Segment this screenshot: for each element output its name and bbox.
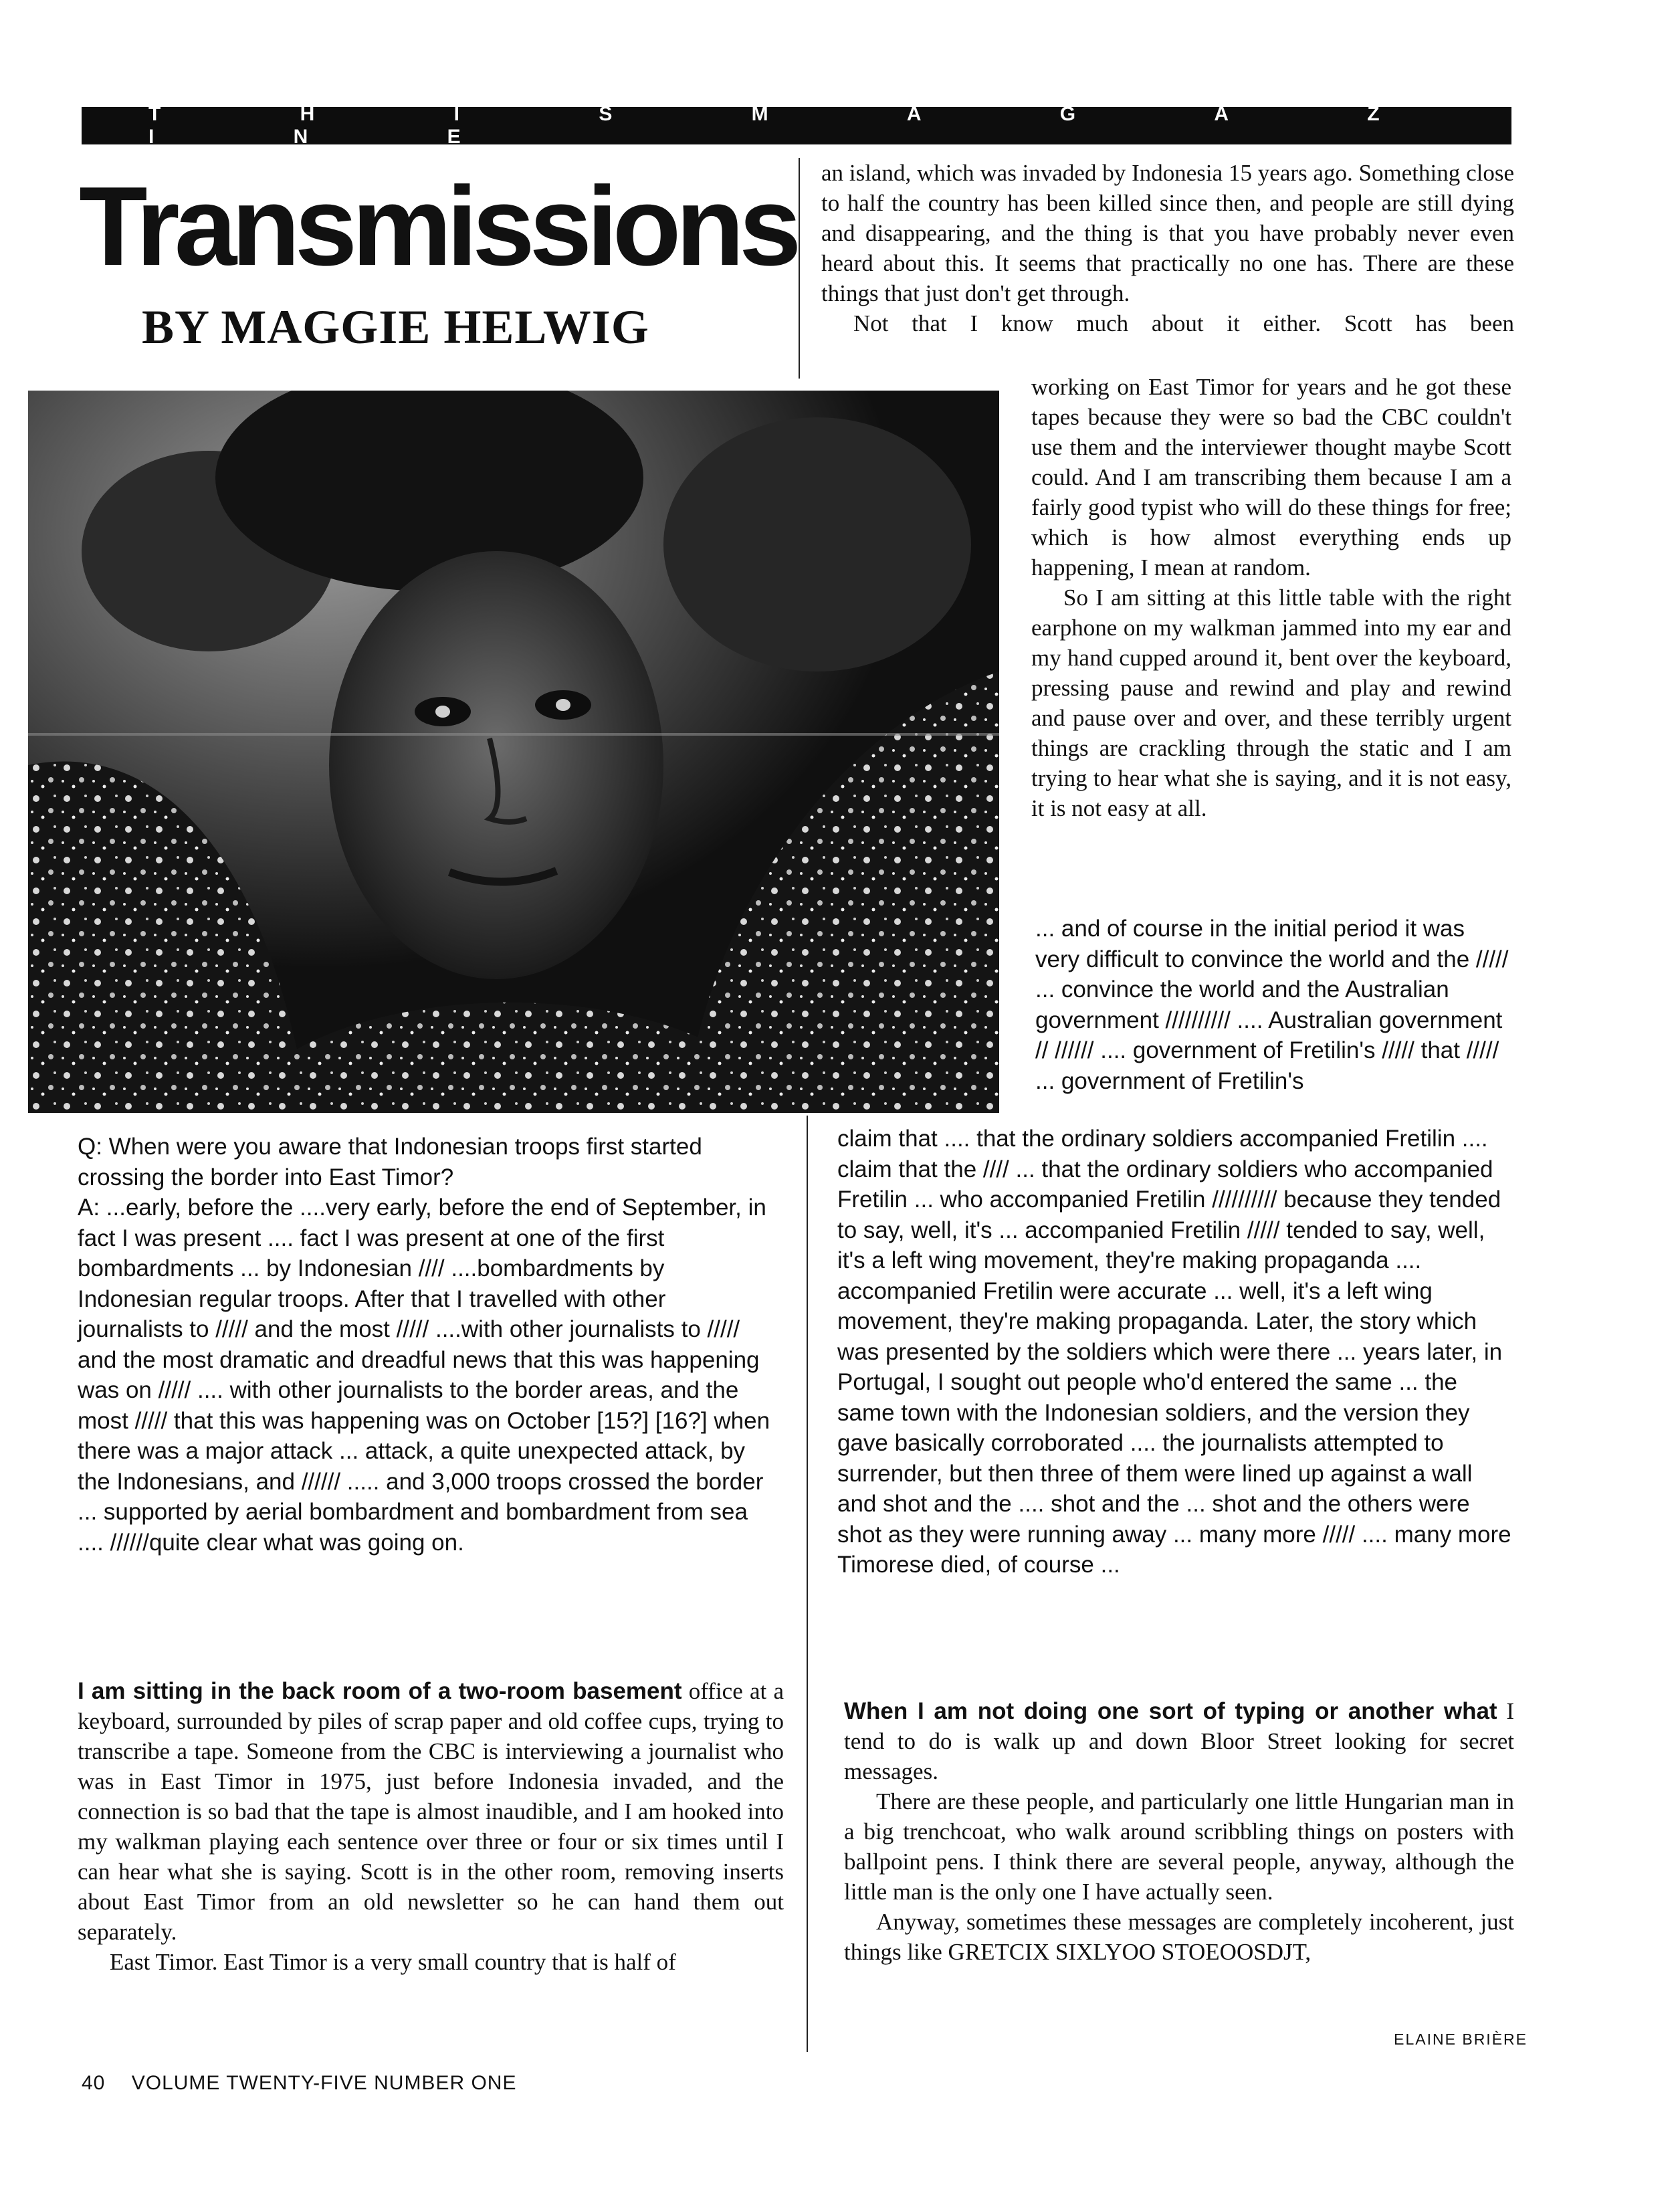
article-column-right-top <box>821 158 1514 367</box>
interview-qa <box>78 1132 773 1649</box>
transcript-paragraph: ... and of course in the initial period it was very difficult to convince the world and the ///// ... convince the world and the Australian government ////////// .... Australian government // ////// .... government of Fretilin's ///// that ///// ... government of Fretilin's <box>1035 916 1509 1094</box>
article-headline: Transmissions <box>79 163 797 289</box>
magazine-banner <box>82 103 1511 148</box>
page-footer <box>82 2072 817 2101</box>
paragraph: an island, which was invaded by Indonesia 15 years ago. Something close to half the country has been killed since then, and people are still dying and disappearing, and the thing is that you have probably never even heard about this. It seems that practically no one has. There are these things that just don't get through. <box>821 160 1514 306</box>
transcript-quote-start <box>1035 914 1511 1121</box>
article-column-left-bottom <box>78 1676 784 2035</box>
paragraph-text: I tend to do is walk up and down Bloor Street looking for secret messages. <box>844 1698 1514 1784</box>
article-column-right-mid <box>1031 372 1511 894</box>
portrait-photo-graphic <box>28 391 999 1113</box>
column-rule-lower <box>807 1116 808 2052</box>
paragraph: Not that I know much about it either. Scott has been <box>853 310 1514 336</box>
section-lead-in: When I am not doing one sort of typing or another what <box>844 1698 1497 1724</box>
paragraph: There are these people, and particularly one little Hungarian man in a big trenchcoat, who walk around scribbling things on posters with ballpoint pens. I think there are several people, anyway, although the little man is the only one I have actually seen. <box>844 1788 1514 1905</box>
paragraph: East Timor. East Timor is a very small country that is half of <box>110 1949 676 1975</box>
page-number: 40 <box>82 2072 106 2094</box>
paragraph: Anyway, sometimes these messages are completely incoherent, just things like GRETCIX SIXLYOO STOEOOSDJT, <box>844 1909 1514 1965</box>
transcript-quote-continued <box>837 1124 1514 1659</box>
article-photo <box>28 391 999 1113</box>
column-rule-top <box>799 158 800 379</box>
paragraph-text: office at a keyboard, surrounded by piles of scrap paper and old coffee cups, trying to transcribe a tape. Someone from the CBC is interviewing a journalist who was in East Timor in 1975, just before Indonesia invaded, and the connection is so bad that the tape is almost inaudible, and I am hooked into my walkman playing each sentence over three or four or six times until I can hear what she is saying. Scott is in the other room, removing inserts about East Timor from an old newsletter so he can hand them out separately. <box>78 1678 784 1945</box>
paragraph: working on East Timor for years and he got these tapes because they were so bad the CBC couldn't use them and the interviewer thought maybe Scott could. And I am transcribing them because I am a fairly good typist who will do these things for free; which is how almost everything ends up happening, I mean at random. <box>1031 374 1511 581</box>
issue-label: VOLUME TWENTY-FIVE NUMBER ONE <box>131 2072 517 2094</box>
paragraph: So I am sitting at this little table with the right earphone on my walkman jammed into my ear and my hand cupped around it, bent over the keyboard, pressing pause and rewind and play and rewind and pause over and over, and these terribly urgent things are crackling through the static and I am trying to hear what she is saying, and it is not easy, it is not easy at all. <box>1031 585 1511 821</box>
paragraph <box>78 1676 784 1947</box>
paragraph <box>844 1696 1514 1786</box>
article-column-right-bottom <box>844 1696 1514 2030</box>
transcript-paragraph: Q: When were you aware that Indonesian troops first started crossing the border into East Timor? A: ...early, before the ....very early, before the end of September, in fact I was present .... fact I was present at one of the first bombardments ... by Indonesian //// ....bombardments by Indonesian regular troops. After that I travelled with other journalists to ///// and the most ///// ....with other journalists to ///// and the most dramatic and dreadful news that this was happening was on ///// .... with other journalists to the border areas, and the most ///// that this was happening was on October [15?] [16?] when there was a major attack ... attack, a quite unexpected attack, by the Indonesians, and ////// ..... and 3,000 troops crossed the border ... supported by aerial bombardment and bombardment from sea .... //////quite clear what was going on. <box>78 1134 770 1556</box>
transcript-paragraph: claim that .... that the ordinary soldiers accompanied Fretilin .... claim that the //// ... that the ordinary soldiers who accompanied Fretilin ... who accompanied Fretilin ////////// because they tended to say, well, it's ... accompanied Fretilin ///// tended to say, well, it's a left wing movement, they're making propaganda .... accompanied Fretilin were accurate ... well, it's a left wing movement, they're making propaganda. Later, the story which was presented by the soldiers which were there ... years later, in Portugal, I sought out people who'd entered the same ... the same town with the Indonesian soldiers, and the version they gave basically corroborated .... the journalists attempted to surrender, but then three of them were lined up against a wall and shot and the .... shot and the ... shot and the others were shot as they were running away ... many more ///// .... many more Timorese died, of course ... <box>837 1126 1511 1578</box>
magazine-banner-text: T H I S M A G A Z I N E <box>148 103 1447 148</box>
photo-credit: ELAINE BRIÈRE <box>1394 2030 1528 2048</box>
article-byline: BY MAGGIE HELWIG <box>142 300 649 354</box>
section-lead-in: I am sitting in the back room of a two-room basement <box>78 1678 682 1704</box>
